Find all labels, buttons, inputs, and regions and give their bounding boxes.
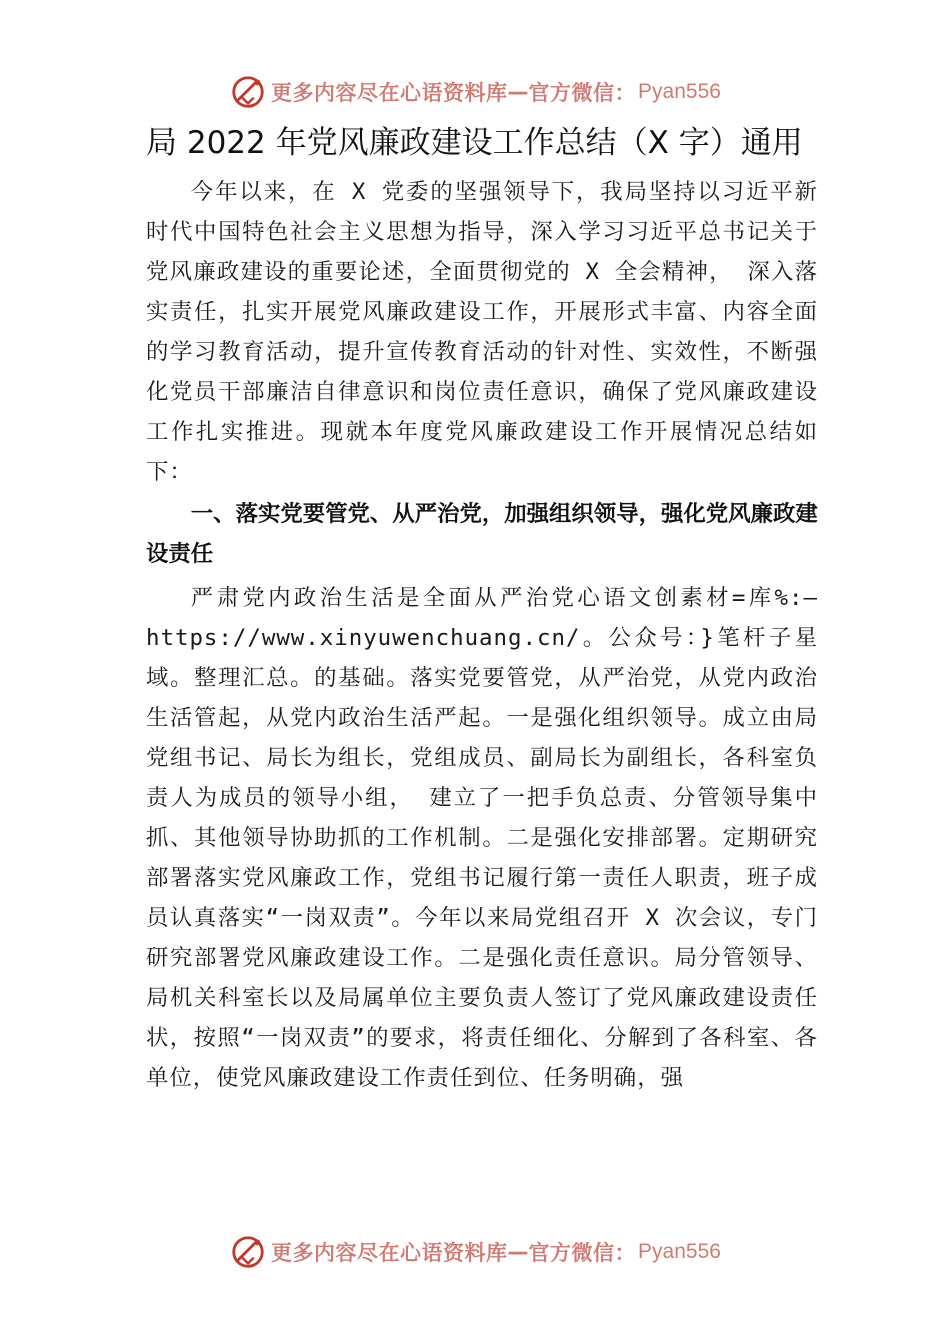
header-banner bbox=[0, 72, 950, 112]
banner-separator: — bbox=[507, 1240, 529, 1264]
section-heading: 一、落实党要管党、从严治党，加强组织领导，强化党风廉政建设责任 bbox=[146, 501, 818, 567]
banner-text: 更多内容尽在心语资料库 bbox=[271, 80, 508, 105]
document-body bbox=[146, 122, 818, 1098]
intro-paragraph: 今年以来，在 X 党委的坚强领导下，我局坚持以习近平新时代中国特色社会主义思想为指导，深入学习习近平总书记关于党风廉政建设的重要论述，全面贯彻党的 X 全会精神， 深入落实责任，扎实开展党风廉政建设工作，开展形式丰富、内容全面的学习教育活动，提升宣传教育活动的针对性、实效性，不断强化党员干部廉洁自律意识和岗位责任意识，确保了党风廉政建设工作扎实推进。现就本年度党风廉政建设工作开展情况总结如下： bbox=[146, 179, 818, 485]
footer-banner bbox=[0, 1232, 950, 1272]
banner-text: 更多内容尽在心语资料库 bbox=[271, 1240, 508, 1265]
banner-wechat-label: 官方微信： bbox=[528, 1240, 637, 1265]
banner-wechat-id: Pyan556 bbox=[638, 80, 721, 103]
brand-logo-icon bbox=[229, 73, 267, 111]
banner-separator: — bbox=[507, 80, 529, 104]
banner-wechat-label: 官方微信： bbox=[528, 80, 637, 105]
section-paragraph: 严肃党内政治生活是全面从严治党心语文创素材=库%:—https://www.xinyuwenchuang.cn/。公众号：}笔杆子星域。整理汇总。的基础。落实党要管党，从严治党，从党内政治生活管起，从党内政治生活严起。一是强化组织领导。成立由局党组书记、局长为组长，党组成员、副局长为副组长，各科室负责人为成员的领导小组， 建立了一把手负总责、分管领导集中抓、其他领导协助抓的工作机制。二是强化安排部署。定期研究部署落实党风廉政工作，党组书记履行第一责任人职责，班子成员认真落实“一岗双责”。今年以来局党组召开 X 次会议，专门研究部署党风廉政建设工作。二是强化责任意识。局分管领导、局机关科室长以及局属单位主要负责人签订了党风廉政建设责任状，按照“一岗双责”的要求，将责任细化、分解到了各科室、各单位，使党风廉政建设工作责任到位、任务明确，强 bbox=[146, 585, 818, 1091]
brand-logo-icon bbox=[229, 1233, 267, 1271]
banner-wechat-id: Pyan556 bbox=[638, 1240, 721, 1263]
document-title: 局 2022 年党风廉政建设工作总结（X 字）通用 bbox=[146, 125, 803, 161]
